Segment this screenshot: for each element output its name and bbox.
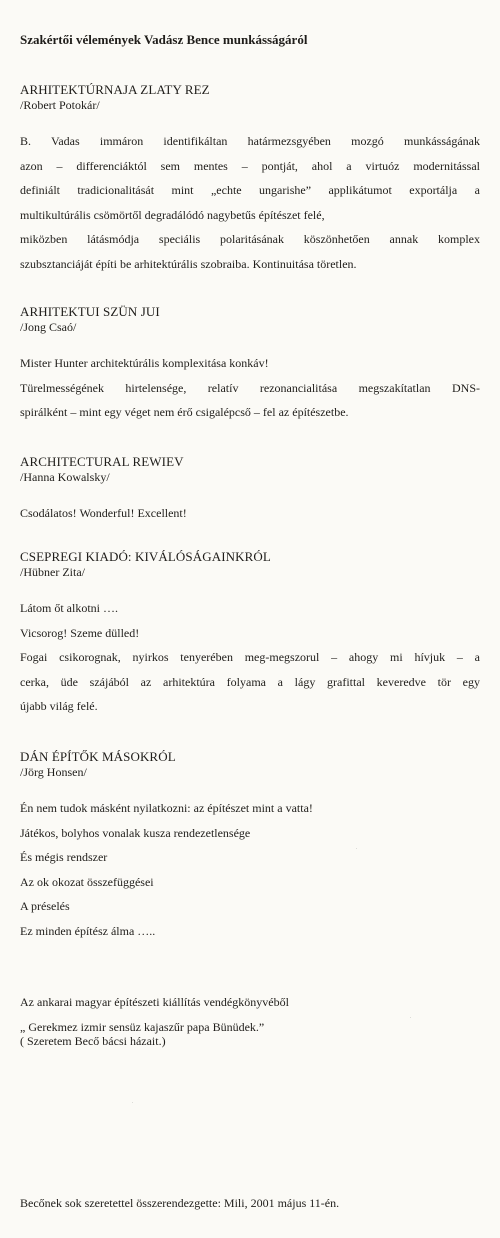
- section-body: [20, 596, 480, 719]
- body-line: miközben látásmódja speciális polaritásának köszönhetően annak komplex: [20, 232, 480, 246]
- body-line: Az ok okozat összefüggései: [20, 874, 154, 889]
- guestbook-translation: ( Szeretem Becő bácsi házait.): [20, 1034, 166, 1048]
- section-body: [20, 129, 480, 276]
- document-title: Szakértői vélemények Vadász Bence munkásságáról: [20, 32, 308, 47]
- section-csepregi: [20, 549, 480, 719]
- document-footer: Becőnek sok szeretettel összerendezgette: Mili, 2001 május 11-én.: [20, 1196, 340, 1210]
- body-line: Türelmességének hirtelensége, relatív rezonancialitása megszakítatlan DNS-: [20, 380, 480, 395]
- body-line: definiált tradicionalitását mint „echte ungarishe” applikátumot exportálja a: [20, 183, 480, 197]
- body-line: Látom őt alkotni ….: [20, 601, 118, 615]
- body-line: B. Vadas immáron identifikáltan határmezsgyében mozgó munkásságának: [20, 134, 480, 148]
- body-line: Csodálatos! Wonderful! Excellent!: [20, 506, 187, 520]
- body-line: A préselés: [20, 899, 70, 913]
- section-heading: DÁN ÉPÍTŐK MÁSOKRÓL: [20, 749, 176, 764]
- body-line: multikultúrális csömörtől degradálódó nagybetűs építészet felé,: [20, 207, 325, 222]
- section-heading: ARCHITECTURAL REWIEV: [20, 454, 184, 469]
- paper-speck: [356, 848, 357, 849]
- guestbook-intro: [20, 990, 480, 1015]
- section-architectural-review: [20, 454, 480, 526]
- section-body: [20, 501, 480, 526]
- body-line: spirálként – mint egy véget nem érő csigalépcső – fel az építészetbe.: [20, 405, 349, 419]
- body-line: Én nem tudok másként nyilatkozni: az építészet mint a vatta!: [20, 801, 313, 815]
- body-line: Mister Hunter architektúrális komplexitása konkáv!: [20, 356, 269, 370]
- body-line: cerka, üde szájából az arhitektúra folyama a lágy grafittal keveredve tör egy: [20, 674, 480, 689]
- body-line: Fogai csikorognak, nyirkos tenyerében meg-megszorul – ahogy mi hívjuk – a: [20, 650, 480, 664]
- section-body: [20, 796, 480, 943]
- section-body: [20, 351, 480, 425]
- section-heading: ARHITEKTUI SZÜN JUI: [20, 304, 160, 319]
- section-dan-epitok: [20, 749, 480, 943]
- body-line: Játékos, bolyhos vonalak kusza rendezetlensége: [20, 825, 251, 840]
- guestbook-intro-text: Az ankarai magyar építészeti kiállítás vendégkönyvéből: [20, 995, 289, 1009]
- section-author: /Robert Potokár/: [20, 98, 100, 112]
- body-line: azon – differenciáktól sem mentes – pontját, ahol a virtuóz modernitással: [20, 158, 480, 173]
- body-line: újabb világ felé.: [20, 699, 98, 713]
- paper-speck: [410, 1017, 411, 1018]
- body-line: Ez minden építész álma …..: [20, 923, 156, 938]
- section-arhitektui: [20, 304, 480, 425]
- body-line: Vicsorog! Szeme dülled!: [20, 625, 140, 640]
- section-heading: CSEPREGI KIADÓ: KIVÁLÓSÁGAINKRÓL: [20, 549, 271, 564]
- section-author: /Hübner Zita/: [20, 565, 85, 579]
- section-author: /Jong Csaó/: [20, 320, 77, 334]
- section-author: /Hanna Kowalsky/: [20, 470, 110, 484]
- guestbook-quote-block: [20, 1020, 480, 1048]
- paper-speck: [132, 1102, 133, 1103]
- section-heading: ARHITEKTÚRNAJA ZLATY REZ: [20, 82, 210, 97]
- section-author: /Jörg Honsen/: [20, 765, 87, 779]
- body-line: szubsztanciáját építi be arhitektúrális szobraiba. Kontinuitása töretlen.: [20, 256, 357, 271]
- section-architekturnaja: [20, 82, 480, 276]
- body-line: És mégis rendszer: [20, 850, 108, 864]
- guestbook-quote: „ Gerekmez izmir sensüz kajaszűr papa Bünüdek.”: [20, 1020, 265, 1034]
